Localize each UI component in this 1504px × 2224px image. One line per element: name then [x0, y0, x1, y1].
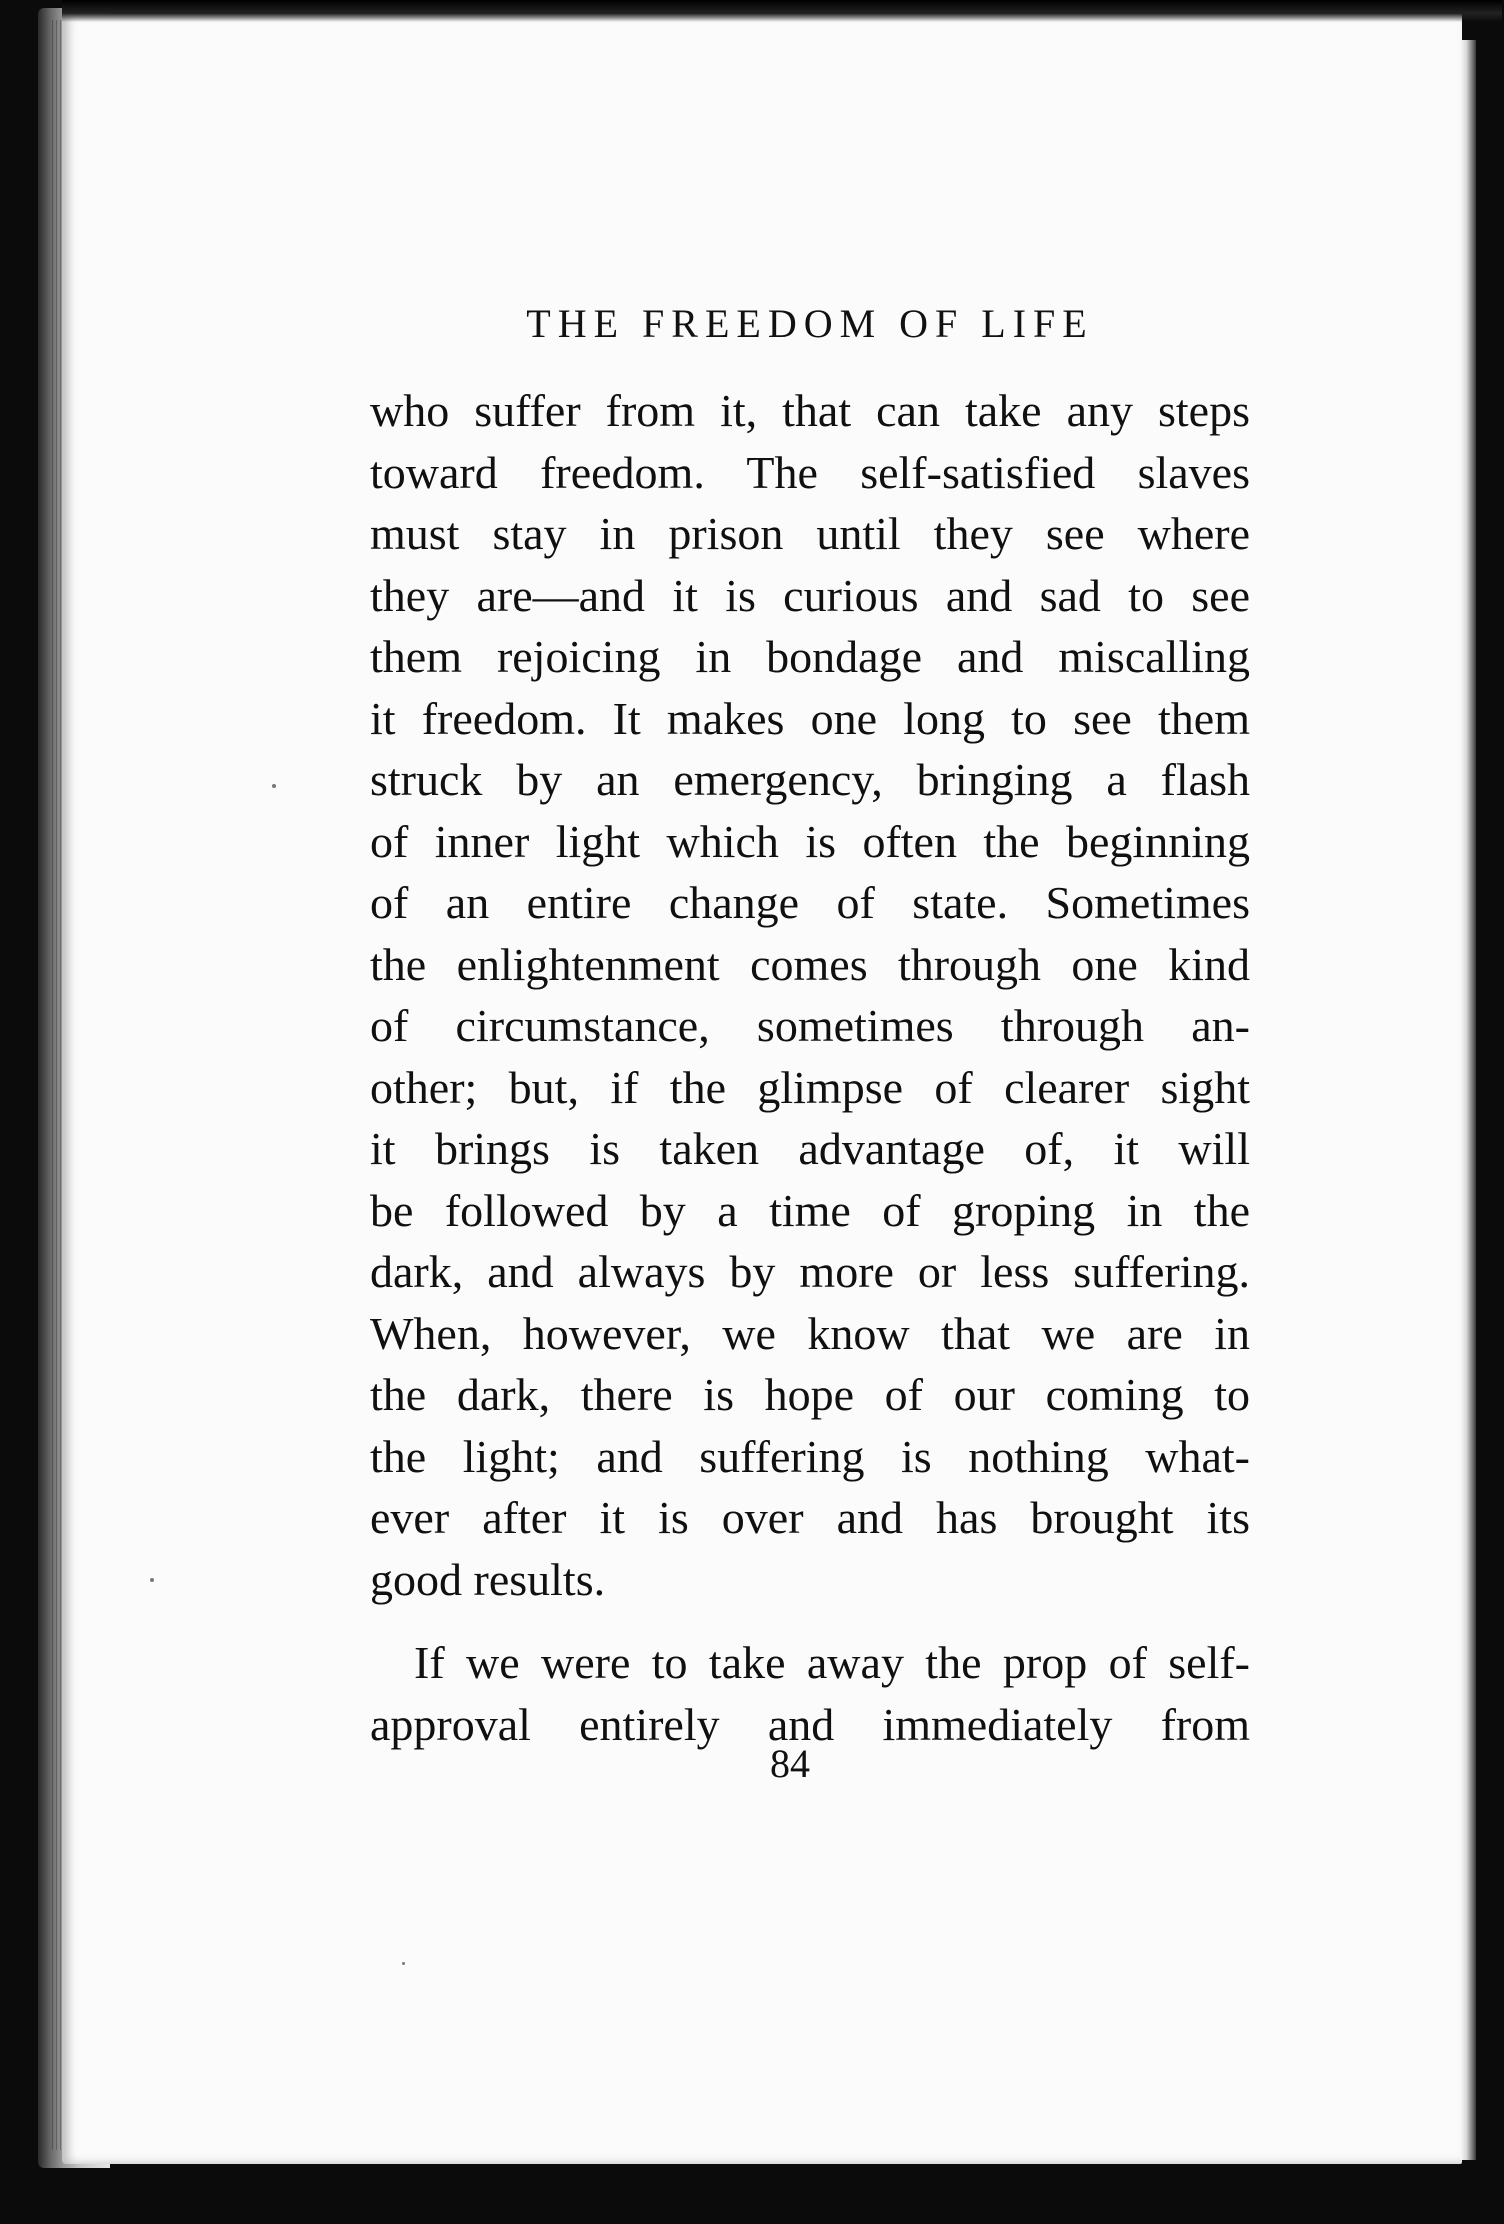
text-line: they are—and it is curious and sad to see: [370, 569, 1250, 621]
paper-speck: [272, 784, 276, 788]
text-line: approval entirely and immediately from: [370, 1698, 1250, 1750]
text-line: of an entire change of state. Sometimes: [370, 877, 1250, 928]
text-line: dark, and always by more or less suffering.: [370, 1246, 1250, 1297]
text-line: be followed by a time of groping in the: [370, 1184, 1250, 1236]
page-number: 84: [770, 1741, 810, 1786]
text-line: If we were to take away the prop of self-: [414, 1637, 1250, 1688]
body-text: [370, 380, 1250, 1755]
page-gutter-edge: [1460, 40, 1476, 2160]
text-line: toward freedom. The self-satisfied slaves: [370, 446, 1250, 498]
running-head: THE FREEDOM OF LIFE: [526, 301, 1094, 346]
text-line: When, however, we know that we are in: [370, 1307, 1250, 1359]
text-line: other; but, if the glimpse of clearer sight: [370, 1061, 1250, 1113]
paragraph-gap: [370, 1610, 1250, 1632]
text-line: them rejoicing in bondage and miscalling: [370, 631, 1250, 682]
text-line: the dark, there is hope of our coming to: [370, 1369, 1250, 1420]
text-line: it freedom. It makes one long to see them: [370, 692, 1250, 744]
text-line: struck by an emergency, bringing a flash: [370, 754, 1250, 805]
text-line: who suffer from it, that can take any steps: [370, 385, 1250, 436]
text-line: ever after it is over and has brought its: [370, 1492, 1250, 1543]
text-line: good results.: [370, 1553, 606, 1605]
paper-speck: [150, 1578, 154, 1582]
text-line: must stay in prison until they see where: [370, 508, 1250, 559]
text-line: it brings is taken advantage of, it will: [370, 1123, 1250, 1174]
text-line: the light; and suffering is nothing what-: [370, 1430, 1250, 1482]
paper-speck: [402, 1962, 405, 1965]
text-line: of circumstance, sometimes through an-: [370, 1000, 1250, 1051]
text-line: the enlightenment comes through one kind: [370, 938, 1250, 990]
top-shadow: [62, 0, 1502, 22]
text-line: of inner light which is often the beginning: [370, 815, 1250, 867]
